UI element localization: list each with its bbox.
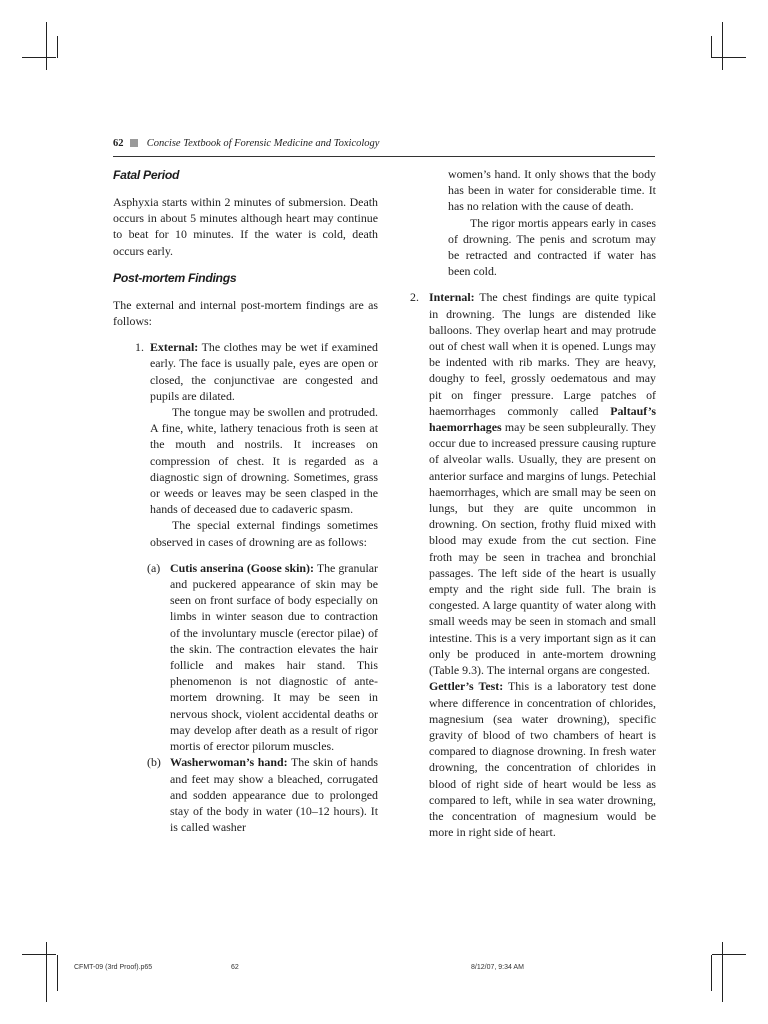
fatal-period-heading: Fatal Period: [113, 168, 180, 182]
internal-paragraph: [429, 289, 656, 678]
gettler-paragraph: [429, 678, 656, 840]
tongue-paragraph: The tongue may be swollen and protruded. A fine, white, lathery tenacious froth is seen at the mouth and nostrils. It increases on compression of chest. It is regarded as a diagnostic sign of drowning. Sometimes, grass or weeds or leaves may be seen clasped in the hands of deceased due to cadaveric spasm.: [150, 405, 378, 517]
list-number: 2.: [410, 290, 419, 305]
sub-item-label: (b): [147, 755, 161, 770]
crop-mark-bottom-right-v: [722, 942, 723, 1002]
internal-text-a: The chest findings are quite typical in drowning. The lungs are distended like balloons. They overlap heart and may protrude out of chest wall when it is opened. Lungs may be indented with rib marks. They are heavy, doughy to feel, grossly oedematous and may pit on finger pressure. Large patches of haemorrhages commonly called: [429, 290, 656, 418]
gettler-text: This is a laboratory test done where difference in concentration of chlorides, magnesium (sea water drowning), specific gravity of blood of two chambers of heart is compared to diagnose drowning. In fresh water drowning, the concentration of chlorides in blood of right side of heart would be less as compared to left, while in sea water drowning, the concentration of magnesium would be more in right side of heart.: [429, 679, 656, 840]
internal-text-b: may be seen subpleurally. They occur due to increased pressure causing rupture of alveolar walls. Usually, they are present on anterior surface and margins of lungs. Petechial haemorrhages, which are small may be seen on lungs, but they are quite uncommon in drowning. On section, frothy fluid mixed with blood may exude from the cut section. Fine froth may be seen in trachea and bronchial passages. The left side of the heart is usually empty and the right side full. The brain is congested. A large quantity of water along with small weeds may be seen in stomach and small intestine. This is a very important sign as it can only be produced in ante-mortem drowning (Table 9.3). The internal organs are congested.: [429, 420, 656, 678]
footer-timestamp: 8/12/07, 9:34 AM: [471, 964, 524, 971]
left-column: [113, 166, 378, 835]
page-number: 62: [113, 138, 124, 149]
post-mortem-heading: Post-mortem Findings: [113, 270, 237, 285]
rigor-mortis-paragraph: The rigor mortis appears early in cases of drowning. The penis and scrotum may be retracted and contracted if water has been cold.: [448, 215, 656, 279]
internal-lead: Internal:: [429, 290, 475, 305]
crop-mark-bottom-left-h: [22, 954, 56, 955]
washerwoman-continued: women’s hand. It only shows that the body has been in water for considerable time. It has no relation with the cause of death.: [448, 167, 656, 214]
list-item-internal: [410, 289, 656, 840]
gettler-lead: Gettler’s Test:: [429, 679, 504, 694]
crop-mark-top-left-h: [22, 57, 56, 58]
washerwoman-paragraph: [170, 754, 378, 835]
list-number: 1.: [135, 340, 144, 355]
footer-filename: CFMT-09 (3rd Proof).p65: [74, 964, 153, 971]
book-title: Concise Textbook of Forensic Medicine and Toxicology: [146, 138, 380, 149]
post-mortem-intro: The external and internal post-mortem findings are as follows:: [113, 297, 378, 329]
external-text: The clothes may be wet if examined early. The face is usually pale, eyes are open or closed, the conjunctivae are congested and pupils are dilated.: [150, 340, 378, 403]
square-bullet-icon: [130, 139, 138, 147]
right-column: [410, 166, 656, 840]
cutis-anserina-lead: Cutis anserina (Goose skin):: [170, 560, 314, 575]
crop-mark-bottom-left-v: [46, 942, 47, 1002]
crop-mark-top-right-h: [712, 57, 746, 58]
crop-mark-top-left-v2: [57, 36, 58, 58]
cutis-anserina-paragraph: [170, 560, 378, 754]
sub-item-washerwoman-hand: [113, 754, 378, 835]
cutis-anserina-text: The granular and puckered appearance of skin may be seen on front surface of body especially on limbs in winter season due to contraction of the involuntary muscle (erector pilae) of the skin. The contraction elevates the hair follicle and makes hair stand. This phenomenon is not diagnostic of ante-mortem drowning. It may be seen in nervous shock, violent accidental deaths or may develop after death as a result of rigor mortis of erector pilorum muscles.: [170, 560, 378, 754]
crop-mark-top-right-v2: [711, 36, 712, 58]
crop-mark-top-left-v: [46, 22, 47, 70]
crop-mark-bottom-left-v2: [57, 955, 58, 991]
sub-item-label: (a): [147, 560, 161, 575]
list-item-external: [113, 339, 378, 550]
crop-mark-bottom-right-h: [712, 954, 746, 955]
paltauf-term: Paltauf’s haemorrhages: [429, 403, 656, 435]
washerwoman-text: The skin of hands and feet may show a bleached, corrugated and sodden appearance due to prolonged stay of the body in water (10–12 hours). It is called washer: [170, 755, 378, 835]
running-header: [113, 138, 655, 157]
special-findings-paragraph: The special external findings sometimes observed in cases of drowning are as follows:: [150, 518, 378, 549]
washerwoman-lead: Washerwoman’s hand:: [170, 755, 288, 770]
sub-item-cutis-anserina: [113, 560, 378, 754]
crop-mark-top-right-v: [722, 22, 723, 70]
fatal-period-text: Asphyxia starts within 2 minutes of submersion. Death occurs in about 5 minutes although heart may continue to beat for 10 minutes. If the water is cold, death occurs early.: [113, 195, 378, 258]
crop-mark-bottom-right-v2: [711, 955, 712, 991]
external-paragraph: [150, 339, 378, 404]
external-lead: External:: [150, 340, 199, 355]
footer-page: 62: [231, 964, 239, 971]
